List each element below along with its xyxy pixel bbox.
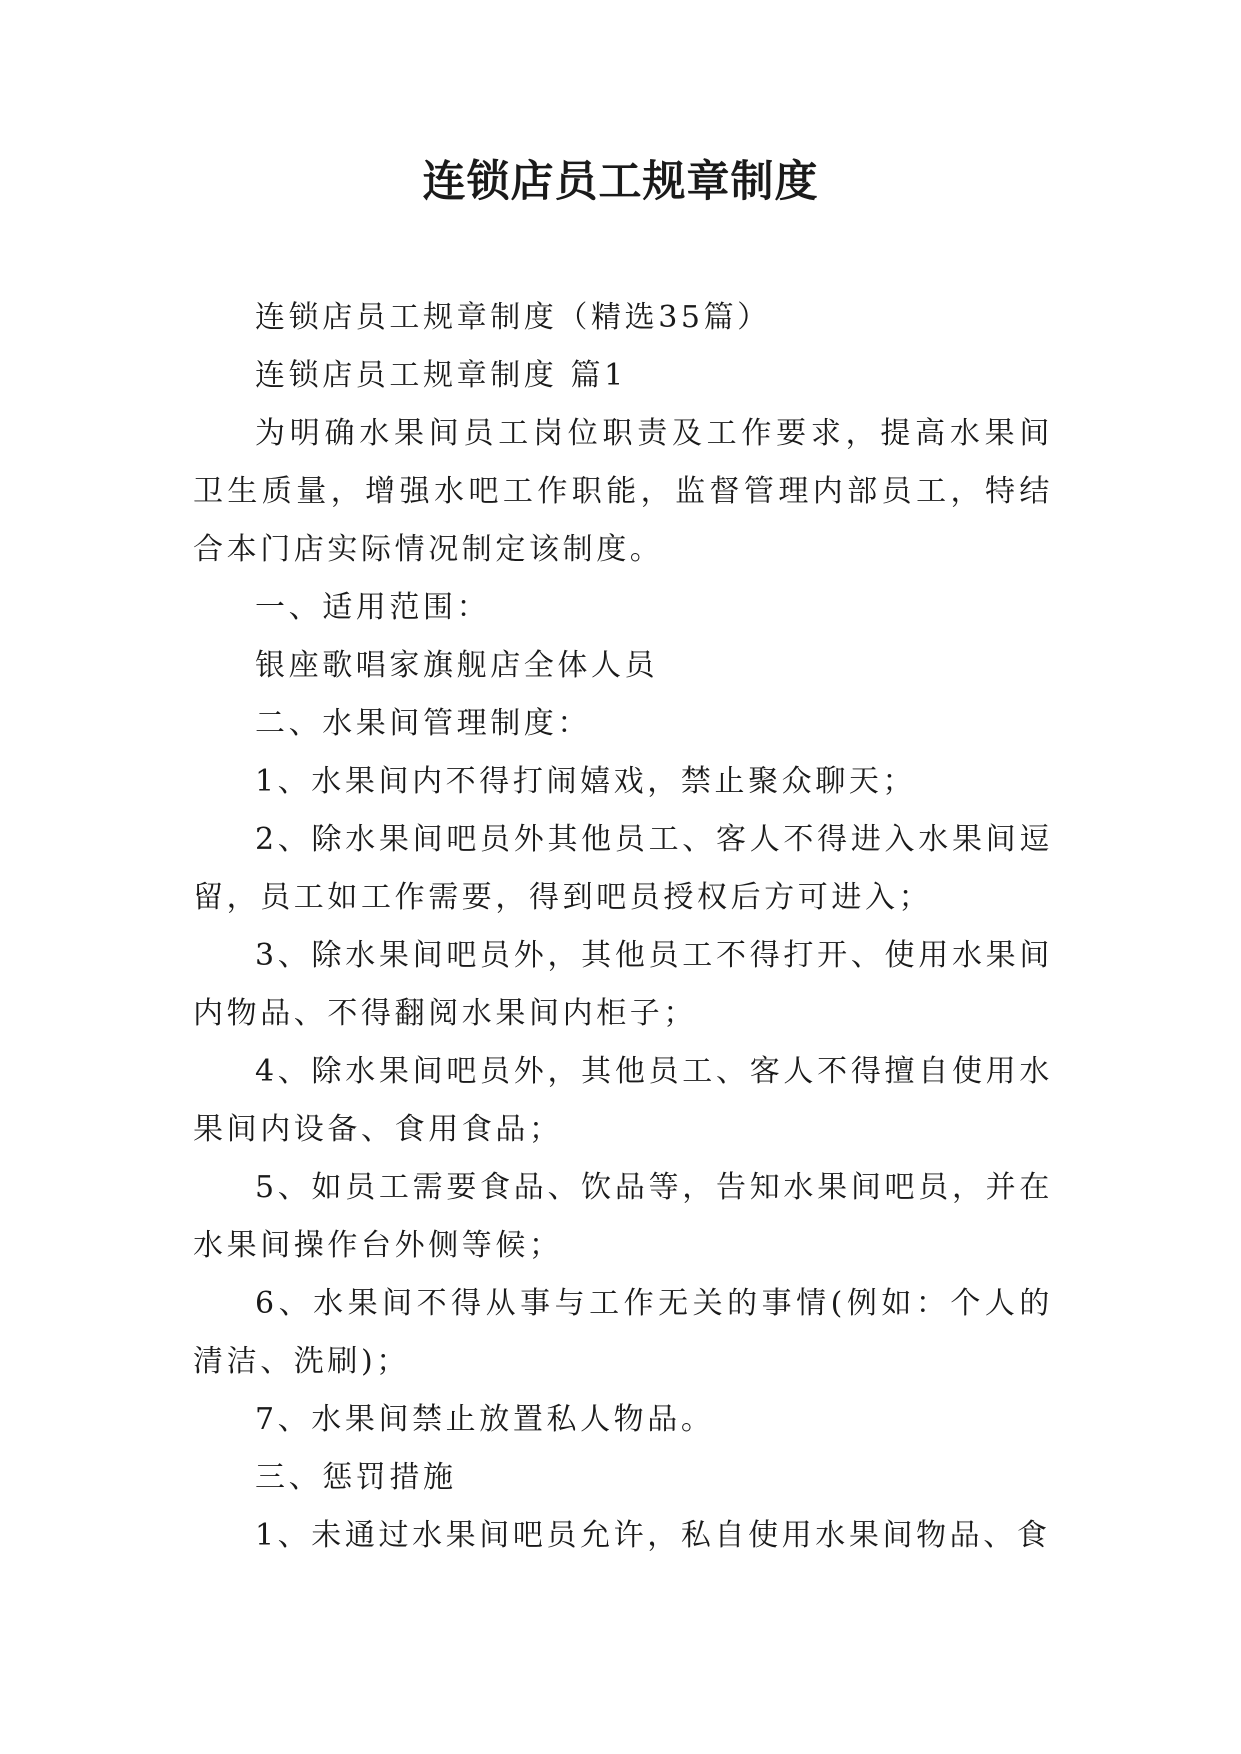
- paragraph: 银座歌唱家旗舰店全体人员: [255, 648, 659, 683]
- document-title: 连锁店员工规章制度: [422, 157, 819, 207]
- paragraph: 连锁店员工规章制度（精选35篇）: [255, 300, 771, 335]
- list-item: 5、如员工需要食品、饮品等，告知水果间吧员，并在水果间操作台外侧等候；: [193, 1170, 1053, 1263]
- list-item: 1、未通过水果间吧员允许，私自使用水果间物品、食: [255, 1518, 1051, 1553]
- document-body: [193, 289, 1053, 1565]
- section-heading: 三、惩罚措施: [255, 1460, 457, 1495]
- list-item: 4、除水果间吧员外，其他员工、客人不得擅自使用水果间内设备、食用食品；: [193, 1054, 1053, 1147]
- paragraph: 为明确水果间员工岗位职责及工作要求，提高水果间卫生质量，增强水吧工作职能，监督管理内部员工，特结合本门店实际情况制定该制度。: [193, 416, 1053, 567]
- list-item: 3、除水果间吧员外，其他员工不得打开、使用水果间内物品、不得翻阅水果间内柜子；: [193, 938, 1053, 1031]
- section-heading: 二、水果间管理制度：: [255, 706, 591, 741]
- paragraph: 连锁店员工规章制度 篇1: [255, 358, 627, 393]
- section-heading: 一、适用范围：: [255, 590, 491, 625]
- list-item: 7、水果间禁止放置私人物品。: [255, 1402, 715, 1437]
- list-item: 6、水果间不得从事与工作无关的事情(例如：个人的清洁、洗刷)；: [193, 1286, 1053, 1379]
- list-item: 2、除水果间吧员外其他员工、客人不得进入水果间逗留，员工如工作需要，得到吧员授权后方可进入；: [193, 822, 1053, 915]
- list-item: 1、水果间内不得打闹嬉戏，禁止聚众聊天；: [255, 764, 917, 799]
